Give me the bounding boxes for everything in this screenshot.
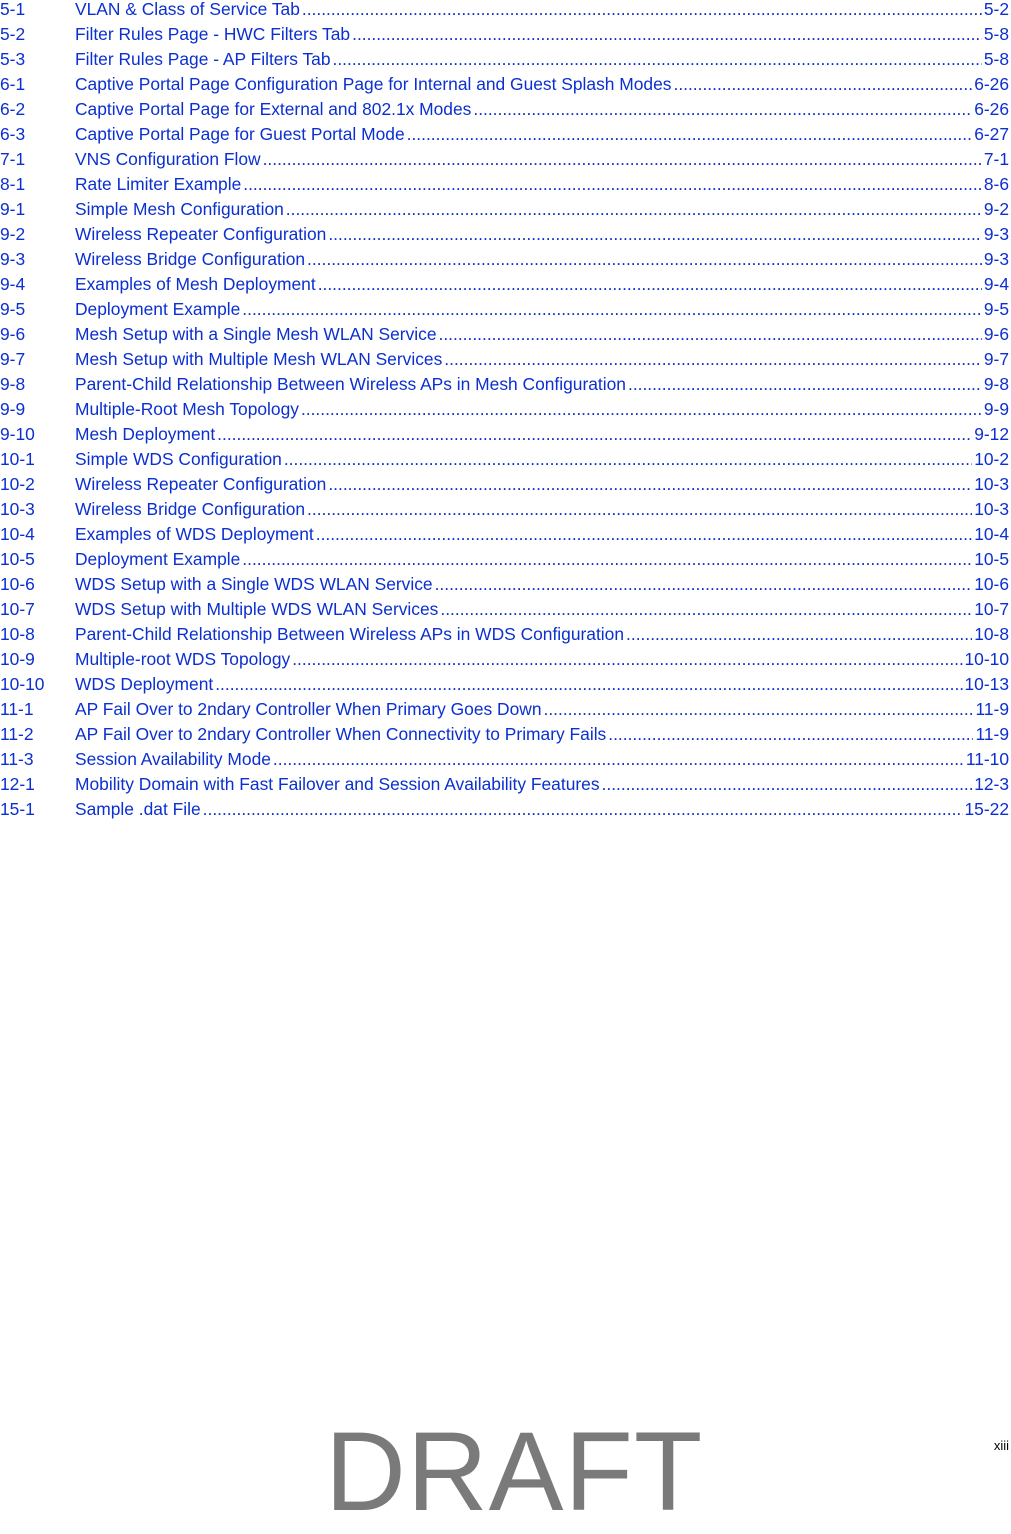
toc-entry[interactable] [0, 475, 1011, 500]
toc-entry-link[interactable] [75, 725, 1009, 744]
toc-figure-number[interactable]: 15-1 [0, 799, 35, 819]
toc-entry-link[interactable] [75, 50, 1009, 69]
toc-dot-leader [628, 375, 982, 394]
toc-dot-leader [203, 800, 963, 819]
toc-figure-title[interactable]: WDS Setup with a Single WDS WLAN Service [75, 574, 433, 594]
toc-dot-leader [273, 750, 964, 769]
toc-page-number[interactable]: 10-5 [974, 549, 1009, 569]
toc-entry[interactable] [0, 500, 1011, 525]
toc-dot-leader [286, 200, 982, 219]
toc-entry-link[interactable] [75, 125, 1009, 144]
toc-figure-number[interactable]: 5-3 [0, 49, 26, 69]
toc-figure-title[interactable]: Captive Portal Page Configuration Page for Internal and Guest Splash Modes [75, 74, 672, 94]
toc-figure-number[interactable]: 9-7 [0, 349, 26, 369]
toc-figure-title[interactable]: Rate Limiter Example [75, 174, 242, 194]
toc-entry-link[interactable] [75, 225, 1009, 244]
toc-entry[interactable] [0, 375, 1011, 400]
toc-entry[interactable] [0, 225, 1011, 250]
toc-figure-title[interactable]: VLAN & Class of Service Tab [75, 0, 300, 19]
toc-entry[interactable] [0, 350, 1011, 375]
toc-figure-title[interactable]: Filter Rules Page - AP Filters Tab [75, 49, 331, 69]
toc-entry-link[interactable] [75, 800, 1009, 819]
toc-page-number[interactable]: 9-8 [983, 374, 1009, 394]
toc-page-number[interactable]: 9-9 [983, 399, 1009, 419]
toc-page-number[interactable]: 9-3 [983, 249, 1009, 269]
toc-page-number[interactable]: 5-8 [983, 49, 1009, 69]
toc-figure-number[interactable]: 10-9 [0, 649, 35, 669]
toc-dot-leader [243, 175, 982, 194]
toc-entry-link[interactable] [75, 525, 1009, 544]
toc-figure-title[interactable]: Wireless Repeater Configuration [75, 224, 327, 244]
toc-page-number[interactable]: 11-10 [965, 749, 1009, 769]
toc-page-number[interactable]: 12-3 [974, 774, 1009, 794]
toc-figure-number[interactable]: 11-2 [0, 724, 34, 744]
toc-figure-number[interactable]: 10-3 [0, 499, 35, 519]
toc-entry-link[interactable] [75, 425, 1009, 444]
toc-page-number[interactable]: 6-26 [974, 74, 1009, 94]
toc-entry-link[interactable] [75, 650, 1009, 669]
toc-figure-number[interactable]: 10-6 [0, 574, 35, 594]
toc-figure-number[interactable]: 12-1 [0, 774, 35, 794]
toc-figure-title[interactable]: Captive Portal Page for Guest Portal Mode [75, 124, 405, 144]
toc-dot-leader [242, 300, 982, 319]
toc-figure-number[interactable]: 9-1 [0, 199, 26, 219]
toc-dot-leader [307, 500, 972, 519]
toc-dot-leader [217, 425, 972, 444]
toc-page-number[interactable]: 7-1 [983, 149, 1009, 169]
toc-entry-link[interactable] [75, 200, 1009, 219]
toc-dot-leader [242, 550, 972, 569]
toc-figure-title[interactable]: Mesh Setup with a Single Mesh WLAN Service [75, 324, 437, 344]
toc-entry-link[interactable] [75, 450, 1009, 469]
toc-figure-title[interactable]: Deployment Example [75, 299, 241, 319]
toc-entry[interactable] [0, 750, 1011, 775]
toc-page-number[interactable]: 9-4 [983, 274, 1009, 294]
toc-figure-title[interactable]: Wireless Bridge Configuration [75, 499, 306, 519]
toc-entry-link[interactable] [75, 100, 1009, 119]
toc-entry-link[interactable] [75, 300, 1009, 319]
toc-entry-link[interactable] [75, 25, 1009, 44]
toc-dot-leader [301, 400, 982, 419]
toc-page-number[interactable]: 9-5 [983, 299, 1009, 319]
toc-entry[interactable] [0, 525, 1011, 550]
toc-page-number[interactable]: 6-27 [974, 124, 1009, 144]
toc-entry[interactable] [0, 625, 1011, 650]
toc-figure-title[interactable]: Parent-Child Relationship Between Wireless APs in Mesh Configuration [75, 374, 626, 394]
toc-entry[interactable] [0, 650, 1011, 675]
toc-entry-link[interactable] [75, 375, 1009, 394]
toc-entry[interactable] [0, 800, 1011, 825]
toc-figure-title[interactable]: Deployment Example [75, 549, 241, 569]
toc-figure-title[interactable]: Examples of Mesh Deployment [75, 274, 316, 294]
toc-page-number[interactable]: 10-6 [974, 574, 1009, 594]
toc-figure-title[interactable]: Filter Rules Page - HWC Filters Tab [75, 24, 351, 44]
toc-figure-number[interactable]: 9-2 [0, 224, 26, 244]
toc-entry-link[interactable] [75, 700, 1009, 719]
toc-entry[interactable] [0, 0, 1011, 25]
toc-dot-leader [435, 575, 973, 594]
toc-dot-leader [263, 150, 982, 169]
toc-page-number[interactable]: 11-9 [975, 724, 1009, 744]
toc-figure-number[interactable]: 11-1 [0, 699, 34, 719]
toc-entry[interactable] [0, 325, 1011, 350]
toc-entry-link[interactable] [75, 250, 1009, 269]
toc-entry[interactable] [0, 150, 1011, 175]
toc-page-number[interactable]: 9-2 [983, 199, 1009, 219]
toc-figure-title[interactable]: Session Availability Mode [75, 749, 271, 769]
toc-figure-title[interactable]: AP Fail Over to 2ndary Controller When Connectivity to Primary Fails [75, 724, 607, 744]
toc-dot-leader [352, 25, 982, 44]
toc-dot-leader [328, 475, 972, 494]
toc-figure-number[interactable]: 10-1 [0, 449, 35, 469]
toc-dot-leader [473, 100, 972, 119]
toc-figure-number[interactable]: 10-7 [0, 599, 35, 619]
toc-figure-title[interactable]: Mobility Domain with Fast Failover and Session Availability Features [75, 774, 600, 794]
toc-dot-leader [284, 450, 972, 469]
toc-figure-number[interactable]: 9-3 [0, 249, 26, 269]
toc-page-number[interactable]: 10-13 [964, 674, 1009, 694]
toc-dot-leader [626, 625, 972, 644]
toc-page-number[interactable]: 10-4 [974, 524, 1009, 544]
toc-page-number[interactable]: 8-6 [983, 174, 1009, 194]
toc-dot-leader [316, 525, 972, 544]
toc-entry-link[interactable] [75, 675, 1009, 694]
toc-entry[interactable] [0, 200, 1011, 225]
toc-entry[interactable] [0, 700, 1011, 725]
toc-entry[interactable] [0, 675, 1011, 700]
toc-dot-leader [608, 725, 973, 744]
toc-entry-link[interactable] [75, 400, 1009, 419]
toc-figure-title[interactable]: Wireless Repeater Configuration [75, 474, 327, 494]
toc-figure-number[interactable]: 9-9 [0, 399, 26, 419]
toc-figure-title[interactable]: Mesh Setup with Multiple Mesh WLAN Services [75, 349, 443, 369]
toc-dot-leader [544, 700, 974, 719]
toc-figure-number[interactable]: 6-2 [0, 99, 26, 119]
page-number: xiii [993, 1438, 1009, 1453]
toc-figure-number[interactable]: 10-8 [0, 624, 35, 644]
toc-entry[interactable] [0, 50, 1011, 75]
toc-page-number[interactable]: 9-3 [983, 224, 1009, 244]
toc-entry[interactable] [0, 25, 1011, 50]
toc-dot-leader [215, 675, 962, 694]
toc-figure-title[interactable]: AP Fail Over to 2ndary Controller When Primary Goes Down [75, 699, 542, 719]
toc-figure-number[interactable]: 6-3 [0, 124, 26, 144]
toc-dot-leader [602, 775, 973, 794]
toc-figure-title[interactable]: WDS Setup with Multiple WDS WLAN Services [75, 599, 439, 619]
toc-figure-title[interactable]: Mesh Deployment [75, 424, 216, 444]
toc-figure-number[interactable]: 10-2 [0, 474, 35, 494]
toc-entry[interactable] [0, 300, 1011, 325]
toc-page-number[interactable]: 10-7 [974, 599, 1009, 619]
toc-entry-link[interactable] [75, 575, 1009, 594]
toc-figure-number[interactable]: 10-10 [0, 674, 45, 694]
toc-dot-leader [333, 50, 982, 69]
toc-dot-leader [307, 250, 982, 269]
toc-figure-title[interactable]: Parent-Child Relationship Between Wireless APs in WDS Configuration [75, 624, 625, 644]
toc-dot-leader [318, 275, 982, 294]
toc-entry[interactable] [0, 275, 1011, 300]
toc-page-number[interactable]: 9-12 [974, 424, 1009, 444]
toc-entry-link[interactable] [75, 0, 1009, 19]
toc-dot-leader [444, 350, 982, 369]
toc-dot-leader [328, 225, 982, 244]
toc-entry[interactable] [0, 425, 1011, 450]
toc-entry-link[interactable] [75, 775, 1009, 794]
toc-figure-title[interactable]: Simple WDS Configuration [75, 449, 282, 469]
toc-entry[interactable] [0, 175, 1011, 200]
toc-dot-leader [292, 650, 962, 669]
toc-entry[interactable] [0, 575, 1011, 600]
toc-dot-leader [673, 75, 972, 94]
toc-entry[interactable] [0, 775, 1011, 800]
toc-figure-title[interactable]: Multiple-root WDS Topology [75, 649, 291, 669]
toc-entry[interactable] [0, 250, 1011, 275]
toc-page-number[interactable]: 10-2 [974, 449, 1009, 469]
toc-figure-number[interactable]: 5-2 [0, 24, 26, 44]
toc-figure-number[interactable]: 10-4 [0, 524, 35, 544]
toc-entry[interactable] [0, 450, 1011, 475]
toc-figure-number[interactable]: 7-1 [0, 149, 26, 169]
toc-entry[interactable] [0, 550, 1011, 575]
toc-page-number[interactable]: 10-3 [974, 499, 1009, 519]
toc-figure-number[interactable]: 6-1 [0, 74, 26, 94]
toc-figure-number[interactable]: 9-5 [0, 299, 26, 319]
toc-figure-title[interactable]: Multiple-Root Mesh Topology [75, 399, 299, 419]
toc-page-number[interactable]: 9-7 [983, 349, 1009, 369]
toc-figure-number[interactable]: 8-1 [0, 174, 26, 194]
toc-entry-link[interactable] [75, 275, 1009, 294]
toc-figure-number[interactable]: 9-4 [0, 274, 26, 294]
toc-figure-number[interactable]: 11-3 [0, 749, 34, 769]
toc-entry-link[interactable] [75, 175, 1009, 194]
toc-figure-title[interactable]: WDS Deployment [75, 674, 214, 694]
toc-page-number[interactable]: 6-26 [974, 99, 1009, 119]
toc-figure-title[interactable]: Wireless Bridge Configuration [75, 249, 306, 269]
toc-page-number[interactable]: 15-22 [964, 799, 1009, 819]
toc-entry-link[interactable] [75, 350, 1009, 369]
toc-dot-leader [407, 125, 973, 144]
toc-dot-leader [440, 600, 972, 619]
toc-page-number[interactable]: 10-10 [964, 649, 1009, 669]
toc-figure-number[interactable]: 9-10 [0, 424, 35, 444]
toc-entry-link[interactable] [75, 150, 1009, 169]
toc-entry-link[interactable] [75, 475, 1009, 494]
toc-entry-link[interactable] [75, 625, 1009, 644]
toc-entry-link[interactable] [75, 550, 1009, 569]
toc-entry-link[interactable] [75, 600, 1009, 619]
toc-figure-title[interactable]: Examples of WDS Deployment [75, 524, 314, 544]
toc-entry[interactable] [0, 100, 1011, 125]
toc-entry[interactable] [0, 725, 1011, 750]
toc-entry-link[interactable] [75, 750, 1009, 769]
toc-figure-number[interactable]: 9-8 [0, 374, 26, 394]
toc-figure-number[interactable]: 10-5 [0, 549, 35, 569]
toc-figure-title[interactable]: Simple Mesh Configuration [75, 199, 284, 219]
toc-entry[interactable] [0, 600, 1011, 625]
toc-entry-link[interactable] [75, 500, 1009, 519]
toc-dot-leader [439, 325, 982, 344]
toc-entry[interactable] [0, 75, 1011, 100]
toc-page-number[interactable]: 5-2 [983, 0, 1009, 19]
draft-watermark: DRAFT [325, 1409, 704, 1534]
toc-entry[interactable] [0, 400, 1011, 425]
toc-figure-title[interactable]: VNS Configuration Flow [75, 149, 261, 169]
toc-page-number[interactable]: 10-3 [974, 474, 1009, 494]
toc-figure-title[interactable]: Captive Portal Page for External and 802.1x Modes [75, 99, 472, 119]
toc-figure-title[interactable]: Sample .dat File [75, 799, 201, 819]
toc-page-number[interactable]: 9-6 [983, 324, 1009, 344]
toc-page-number[interactable]: 5-8 [983, 24, 1009, 44]
toc-entry-link[interactable] [75, 325, 1009, 344]
toc-entry[interactable] [0, 125, 1011, 150]
toc-dot-leader [302, 0, 982, 19]
toc-page-number[interactable]: 11-9 [975, 699, 1009, 719]
toc-entry-link[interactable] [75, 75, 1009, 94]
toc-figure-number[interactable]: 5-1 [0, 0, 26, 19]
toc-figure-number[interactable]: 9-6 [0, 324, 26, 344]
toc-page-number[interactable]: 10-8 [974, 624, 1009, 644]
